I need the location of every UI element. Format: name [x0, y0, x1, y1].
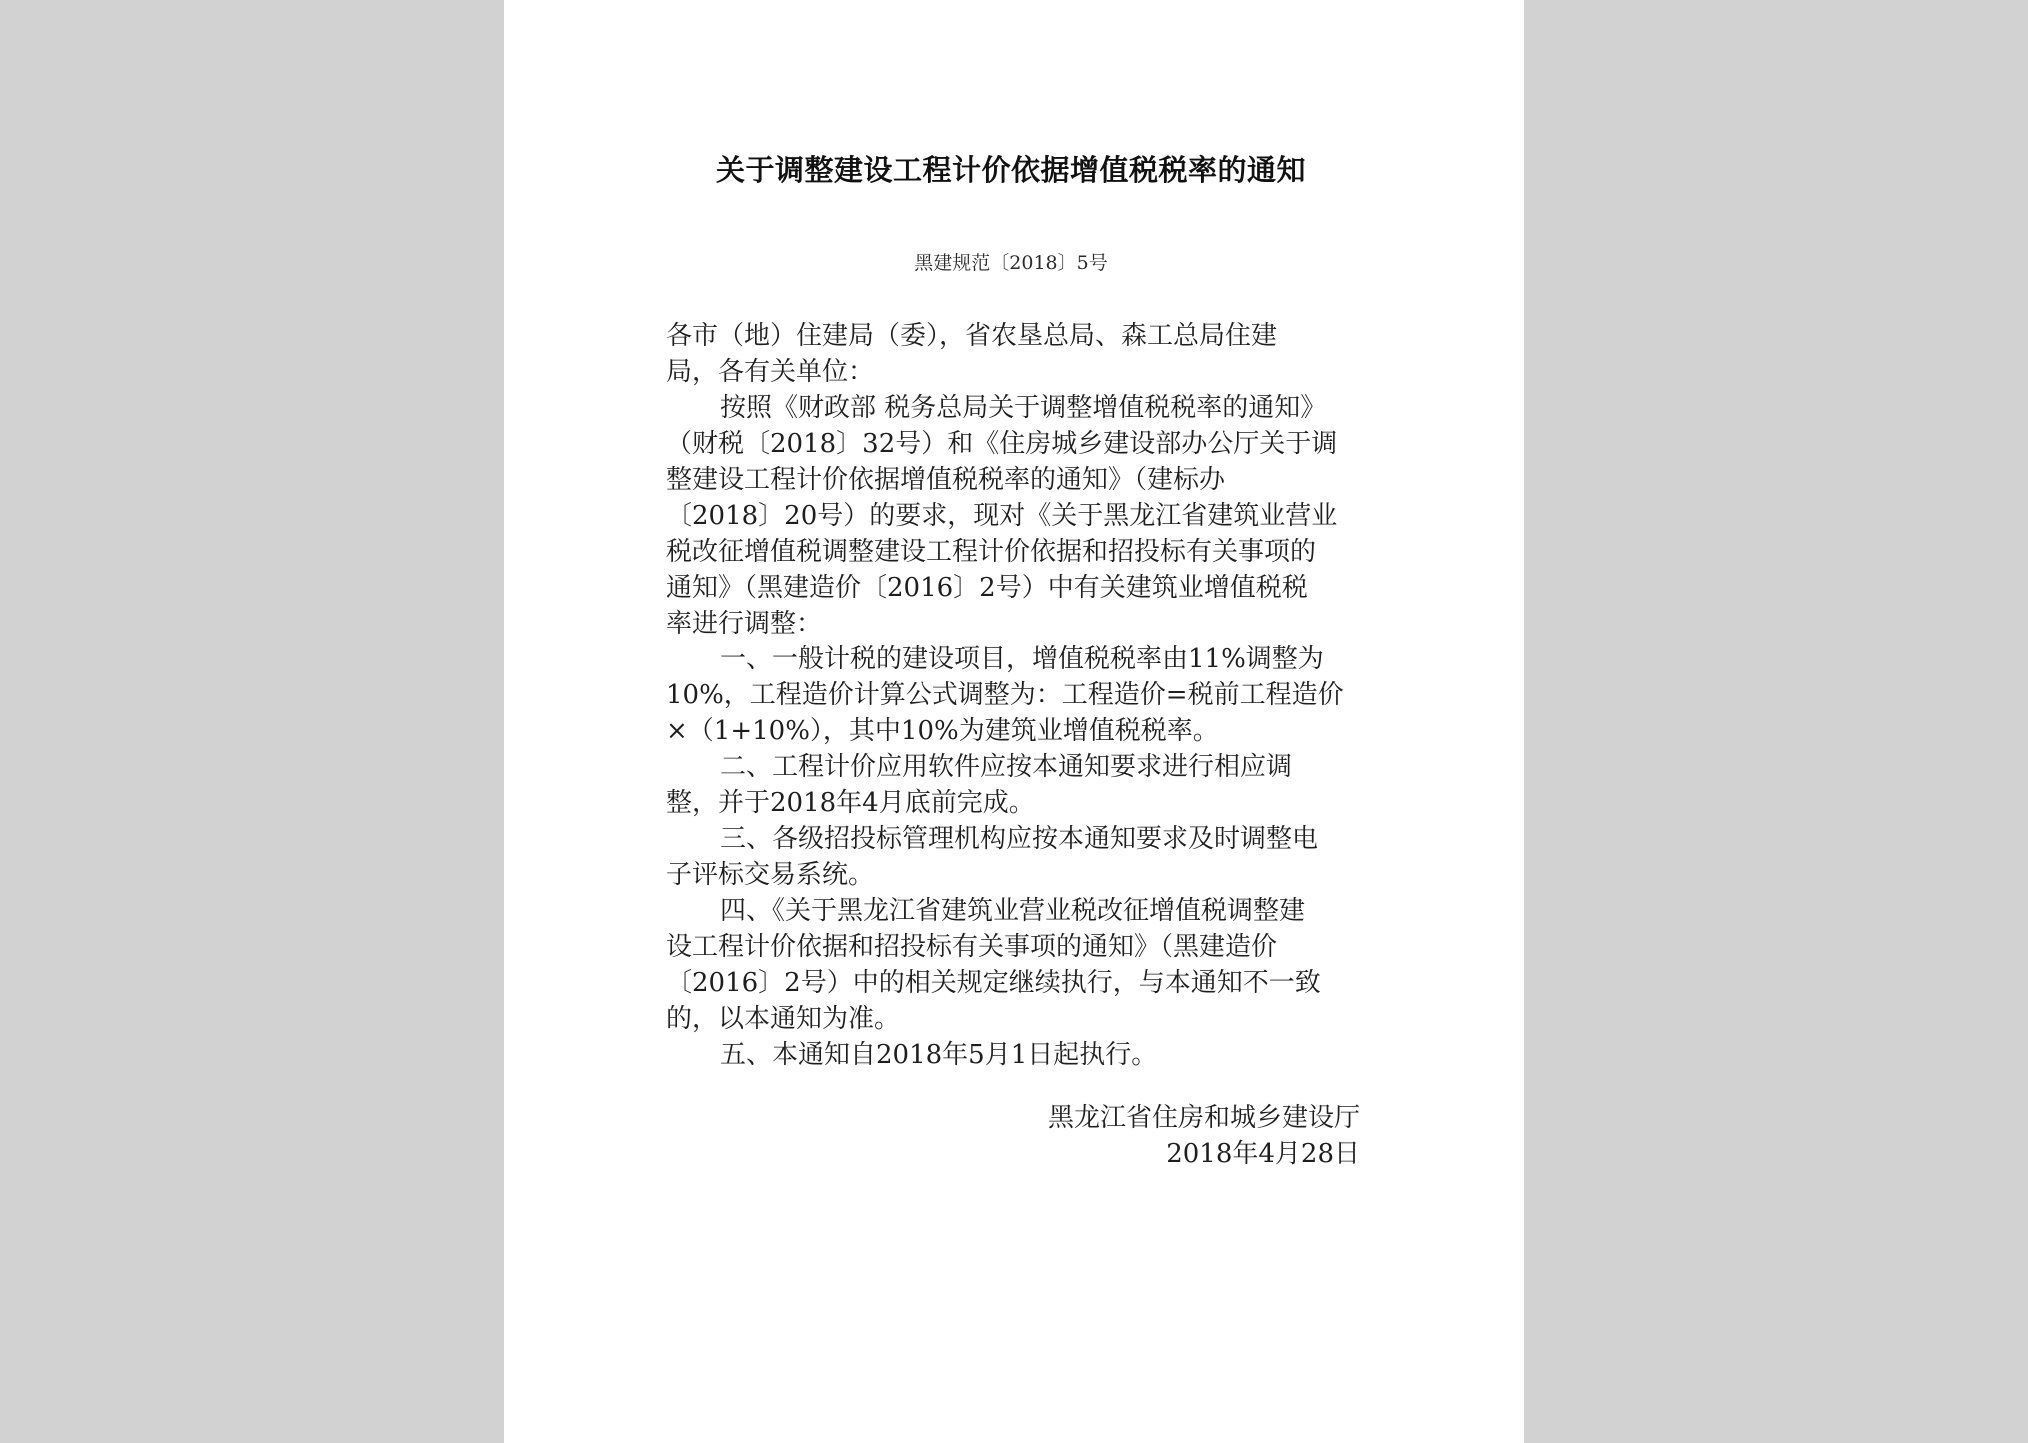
document-page	[504, 0, 1524, 1443]
body-line: （财税〔2018〕32号）和《住房城乡建设部办公厅关于调	[666, 429, 1338, 459]
document-title: 关于调整建设工程计价依据增值税税率的通知	[715, 153, 1306, 187]
body-line: 一、一般计税的建设项目，增值税税率由11%调整为	[720, 644, 1324, 674]
body-line: 子评标交易系统。	[666, 860, 875, 890]
body-line: 二、工程计价应用软件应按本通知要求进行相应调	[720, 752, 1293, 782]
body-line: 各市（地）住建局（委），省农垦总局、森工总局住建	[666, 321, 1278, 351]
body-line: 整建设工程计价依据增值税税率的通知》（建标办	[666, 465, 1226, 495]
body-line: 设工程计价依据和招投标有关事项的通知》（黑建造价	[666, 932, 1278, 962]
document-number: 黑建规范〔2018〕5号	[914, 252, 1108, 274]
body-line: 局，各有关单位：	[666, 357, 875, 387]
body-line: 〔2018〕20号）的要求，现对《关于黑龙江省建筑业营业	[666, 501, 1338, 531]
body-line: 按照《财政部 税务总局关于调整增值税税率的通知》	[720, 393, 1327, 423]
body-line: 〔2016〕2号）中的相关规定继续执行，与本通知不一致	[666, 968, 1321, 998]
body-line: 的，以本通知为准。	[666, 1004, 901, 1034]
body-line: ×（1+10%），其中10%为建筑业增值税税率。	[666, 716, 1219, 746]
body-line: 税改征增值税调整建设工程计价依据和招投标有关事项的	[666, 537, 1317, 567]
body-line: 三、各级招投标管理机构应按本通知要求及时调整电	[720, 824, 1319, 854]
body-line: 通知》（黑建造价〔2016〕2号）中有关建筑业增值税税	[666, 573, 1308, 603]
body-line: 率进行调整：	[666, 609, 823, 639]
body-line: 四、《关于黑龙江省建筑业营业税改征增值税调整建	[720, 896, 1306, 926]
issue-date: 2018年4月28日	[1166, 1139, 1360, 1169]
body-line: 五、本通知自2018年5月1日起执行。	[720, 1040, 1158, 1070]
issuer: 黑龙江省住房和城乡建设厅	[1047, 1103, 1360, 1133]
body-line: 10%，工程造价计算公式调整为：工程造价=税前工程造价	[666, 680, 1344, 710]
body-line: 整，并于2018年4月底前完成。	[666, 788, 1035, 818]
